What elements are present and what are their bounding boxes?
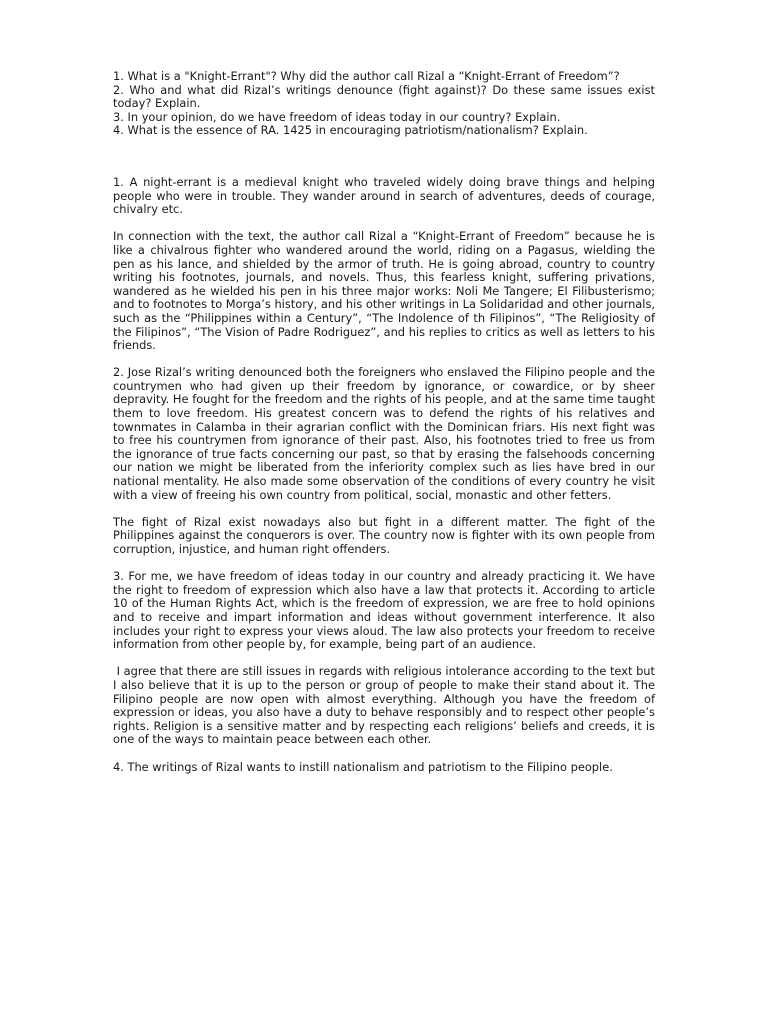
answer-3-continuation: I agree that there are still issues in regards with religious intolerance according to the text but I also believe that it is up to the person or group of people to make their stand about it. The Filipino people are now open with almost everything. Although you have the freedom of expression or ideas, you also have a duty to behave responsibly and to respect other people’s rights. Religion is a sensitive matter and by respecting each religions’ beliefs and creeds, it is one of the ways to maintain peace between each other.: [113, 664, 655, 747]
question-3: 3. In your opinion, do we have freedom of ideas today in our country? Explain.: [113, 109, 561, 124]
question-1: 1. What is a "Knight-Errant"? Why did the author call Rizal a “Knight-Errant of Freedom”?: [113, 69, 620, 83]
answer-3-paragraph: 3. For me, we have freedom of ideas today in our country and already practicing it. We have the right to freedom of expression which also have a law that protects it. According to article 10 of the Human Rights Act, which is the freedom of expression, we are free to hold opinions and to receive and impart information and ideas without government interference. It also includes your right to express your views aloud. The law also protects your freedom to receive information from other people by, for example, being part of an audience.: [113, 569, 655, 652]
answer-1-continuation: In connection with the text, the author call Rizal a “Knight-Errant of Freedom” because he is like a chivalrous fighter who wandered around the world, riding on a Pagasus, wielding the pen as his lance, and shielded by the armor of truth. He is going abroad, country to country writing his footnotes, journals, and novels. Thus, this fearless knight, suffering privations, wandered as he wielded his pen in his three major works: Noli Me Tangere; El Filibusterismo; and to footnotes to Morga’s history, and his other writings in La Solidaridad and other journals, such as the “Philippines within a Century”, “The Indolence of th Filipinos”, “The Religiosity of the Filipinos”, “The Vision of Padre Rodriguez”, and his replies to critics as well as letters to his friends.: [113, 229, 656, 353]
answer-2-continuation: The fight of Rizal exist nowadays also but fight in a different matter. The fight of the Philippines against the conquerors is over. The country now is fighter with its own people from corruption, injustice, and human right offenders.: [113, 514, 655, 556]
questions-list: [113, 70, 655, 138]
document-page: [113, 70, 655, 788]
answer-1-paragraph: 1. A night-errant is a medieval knight who traveled widely doing brave things and helping people who were in trouble. They wander around in search of adventures, deeds of courage, chivalry etc.: [113, 174, 655, 217]
question-2: 2. Who and what did Rizal’s writings denounce (fight against)? Do these same issues exist today? Explain.: [113, 82, 655, 111]
question-4: 4. What is the essence of RA. 1425 in encouraging patriotism/nationalism? Explain.: [113, 123, 588, 138]
answer-2-paragraph: 2. Jose Rizal’s writing denounced both the foreigners who enslaved the Filipino people and the countrymen who had given up their freedom by ignorance, or cowardice, or by sheer depravity. He fought for the freedom and the rights of his people, and at the same time taught them to love freedom. His greatest concern was to defend the rights of his relatives and townmates in Calamba in their agrarian conflict with the Dominican friars. His next fight was to free his countrymen from ignorance of their past. Also, his footnotes tried to free us from the ignorance of true facts concerning our past, so that by erasing the falsehoods concerning our nation we might be liberated from the inferiority complex such as lies have bred in our national mentality. He also made some observation of the conditions of every country he visit with a view of freeing his own country from political, social, monastic and other fetters.: [113, 365, 655, 502]
answer-4-paragraph: 4. The writings of Rizal wants to instill nationalism and patriotism to the Filipino people.: [113, 759, 613, 774]
answers-section: [113, 176, 655, 774]
